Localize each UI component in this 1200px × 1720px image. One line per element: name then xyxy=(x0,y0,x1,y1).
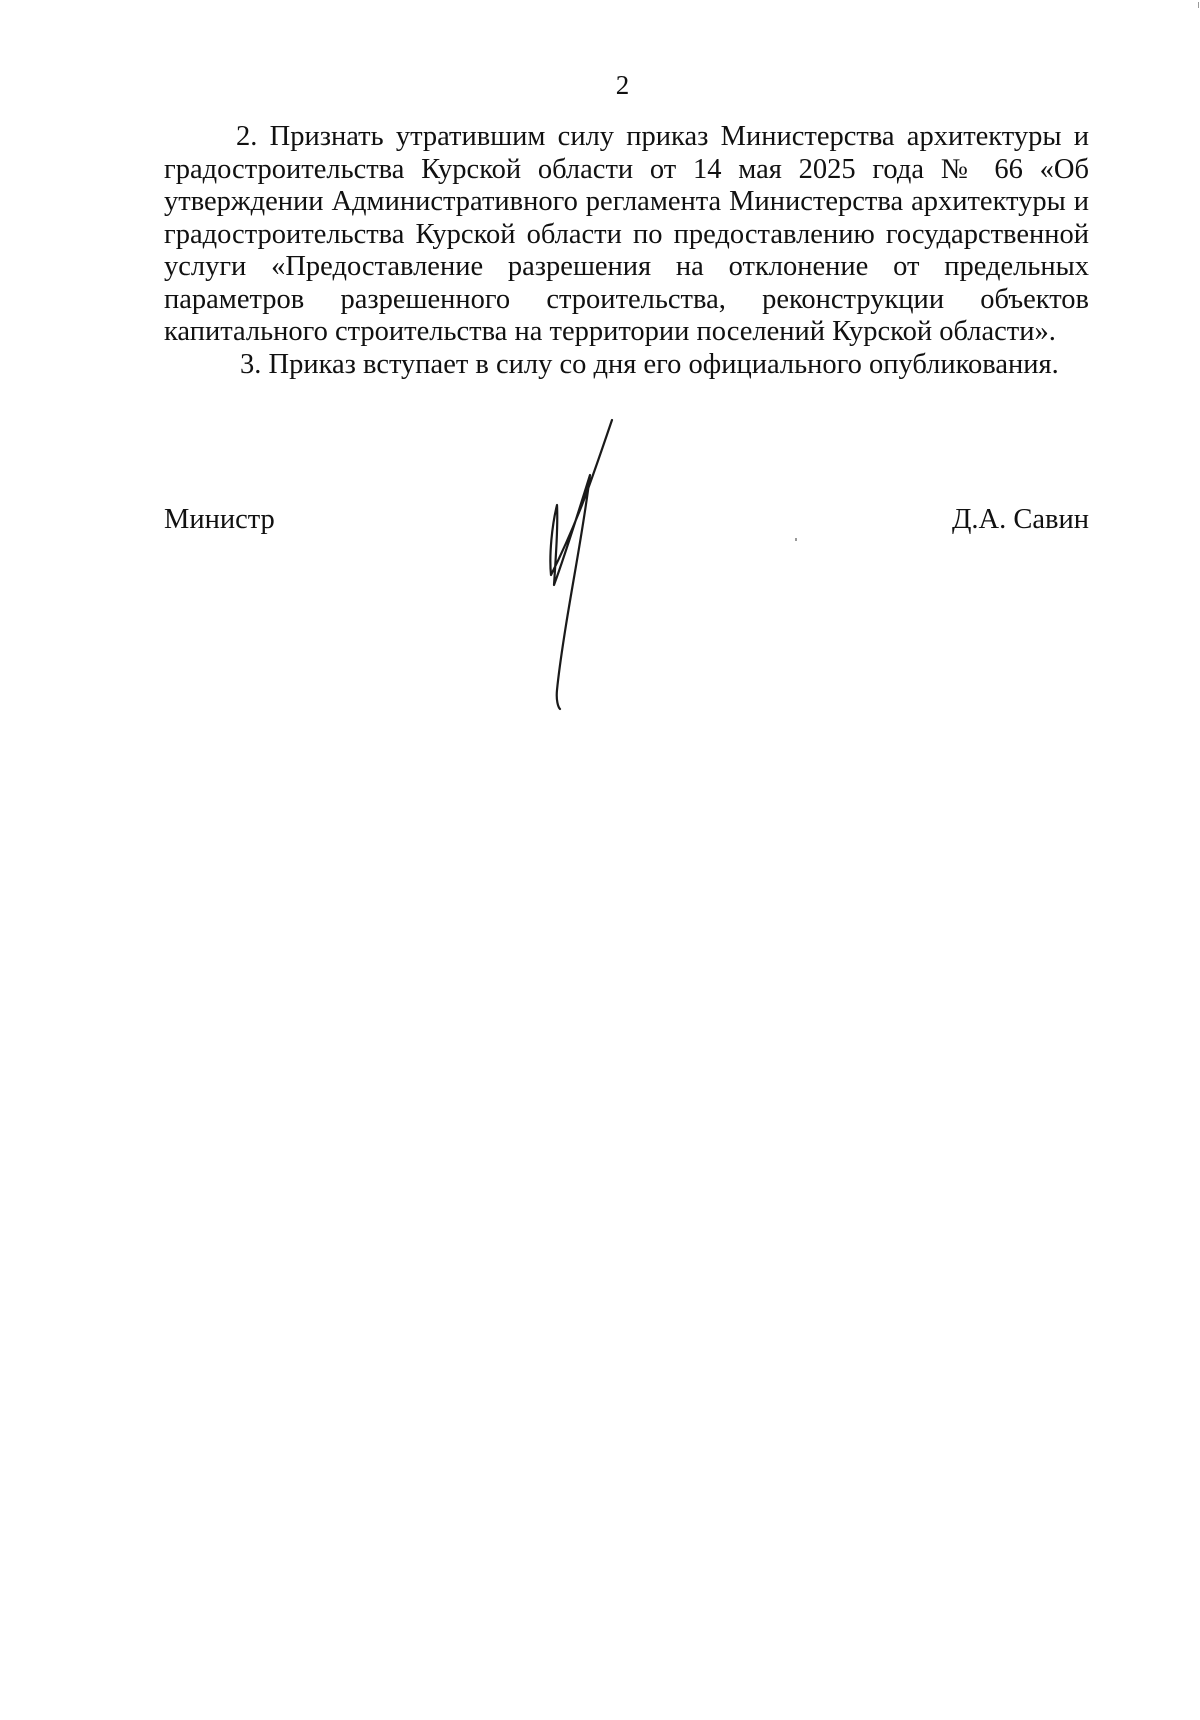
handwritten-signature xyxy=(520,415,630,715)
paragraph-2: 2. Признать утратившим силу приказ Министерства архитектуры и градостроительства Курской области от 14 мая 2025 года № 66 «Об утверждении Административного регламента Министерства архитектуры и градостроительства Курской области по предоставлению государственной услуги «Предоставление разрешения на отклонение от предельных параметров разрешенного строительства, реконструкции объектов капитального строительства на территории поселений Курской области». xyxy=(164,121,1089,347)
document-body xyxy=(164,121,1089,381)
page-number: 2 xyxy=(615,70,630,100)
scan-speck xyxy=(795,538,797,541)
paragraph-3: 3. Приказ вступает в силу со дня его официального опубликования. xyxy=(240,348,1059,380)
signatory-title: Министр xyxy=(164,504,275,535)
signatory-name: Д.А. Савин xyxy=(951,504,1089,535)
scan-speck xyxy=(1198,2,1199,8)
